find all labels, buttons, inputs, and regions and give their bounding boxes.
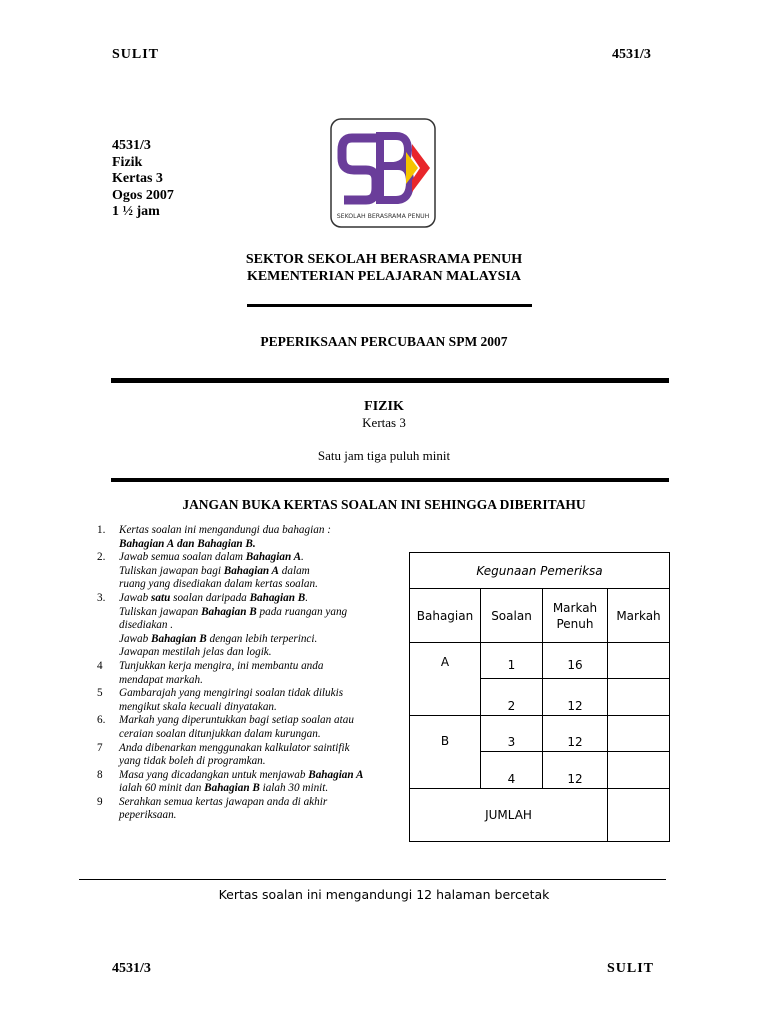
instruction-6	[97, 714, 397, 741]
total-label: JUMLAH	[410, 789, 608, 842]
full-marks-cell: 12	[543, 716, 608, 752]
divider-short	[247, 304, 532, 307]
warning-text: JANGAN BUKA KERTAS SOALAN INI SEHINGGA DIBERITAHU	[182, 497, 586, 512]
instruction-4	[97, 660, 397, 687]
header-marks: Markah	[608, 589, 670, 643]
paper-number: Kertas 3	[112, 171, 163, 186]
header-section: Bahagian	[410, 589, 481, 643]
instruction-number: 2.	[97, 551, 106, 564]
instruction-line: mengikut skala kecuali dinyatakan.	[119, 700, 277, 713]
footer-rule	[79, 879, 666, 880]
instruction-line: mendapat markah.	[119, 673, 203, 686]
instruction-2	[97, 551, 397, 592]
header-paper-code: 4531/3	[612, 47, 651, 62]
instruction-line: Serahkan semua kertas jawapan anda di akhir	[119, 795, 328, 808]
marks-input-cell[interactable]	[608, 679, 670, 716]
organisation	[0, 251, 768, 285]
instruction-line: Kertas soalan ini mengandungi dua bahagian :	[119, 524, 331, 536]
instruction-line: Jawapan mestilah jelas dan logik.	[119, 646, 272, 659]
instruction-line: ruang yang disediakan dalam kertas soalan.	[119, 578, 318, 591]
question-cell: 2	[481, 679, 543, 716]
marks-input-cell[interactable]	[608, 643, 670, 679]
marks-input-cell[interactable]	[608, 716, 670, 752]
instruction-line: Tunjukkan kerja mengira, ini membantu anda	[119, 659, 324, 672]
sbp-logo-icon	[330, 118, 436, 228]
instruction-9	[97, 796, 397, 823]
instruction-number: 4	[97, 659, 103, 672]
question-cell: 3	[481, 716, 543, 752]
subject-paper: Kertas 3	[362, 415, 406, 430]
instruction-line: Masa yang dicadangkan untuk menjawab Bahagian A	[119, 768, 364, 781]
footer-sulit: SULIT	[607, 961, 655, 976]
paper-meta	[112, 138, 174, 221]
instruction-number: 6.	[97, 714, 106, 727]
subject-duration: Satu jam tiga puluh minit	[317, 448, 451, 463]
instruction-7	[97, 742, 397, 769]
instruction-line: peperiksaan.	[119, 809, 177, 822]
instruction-line: Bahagian A dan Bahagian B.	[119, 537, 256, 550]
divider-thick-top	[111, 378, 669, 383]
exam-title: PEPERIKSAAN PERCUBAAN SPM 2007	[260, 334, 508, 349]
instruction-3	[97, 592, 397, 660]
logo-caption: SEKOLAH BERASRAMA PENUH	[336, 213, 430, 220]
instruction-line: Markah yang diperuntukkan bagi setiap soalan atau	[119, 714, 354, 727]
header-sulit: SULIT	[112, 47, 160, 62]
instruction-number: 1.	[97, 524, 106, 536]
org-line-2: KEMENTERIAN PELAJARAN MALAYSIA	[246, 269, 522, 284]
instruction-5	[97, 687, 397, 714]
header-full-marks	[543, 589, 608, 643]
instruction-number: 8	[97, 768, 103, 781]
instruction-number: 5	[97, 687, 103, 700]
section-a: A	[410, 643, 481, 716]
instruction-8	[97, 769, 397, 796]
instruction-number: 3.	[97, 591, 106, 604]
paper-date: Ogos 2007	[112, 187, 174, 203]
instruction-line: ceraian soalan ditunjukkan dalam kurungan.	[119, 727, 321, 740]
full-marks-cell: 16	[543, 643, 608, 679]
instruction-line: Jawab Bahagian B dengan lebih terperinci.	[119, 632, 318, 645]
instruction-1	[97, 524, 397, 551]
instruction-line: yang tidak boleh di programkan.	[119, 755, 266, 768]
question-cell: 4	[481, 752, 543, 789]
instruction-line: Jawab semua soalan dalam Bahagian A.	[119, 551, 304, 564]
instruction-line: Anda dibenarkan menggunakan kalkulator saintifik	[119, 741, 350, 754]
instruction-line: disediakan .	[119, 619, 174, 632]
footer-paper-code: 4531/3	[112, 961, 151, 976]
subject-name: FIZIK	[364, 399, 404, 414]
full-marks-cell: 12	[543, 679, 608, 716]
header-full-marks-label: Markah Penuh	[552, 600, 598, 631]
page-count-note: Kertas soalan ini mengandungi 12 halaman bercetak	[218, 887, 550, 902]
instruction-line: Tuliskan jawapan Bahagian B pada ruangan yang	[119, 605, 348, 618]
paper-duration: 1 ½ jam	[112, 204, 160, 219]
instruction-line: Tuliskan jawapan bagi Bahagian A dalam	[119, 564, 310, 577]
full-marks-cell: 12	[543, 752, 608, 789]
instruction-number: 9	[97, 795, 103, 808]
instructions-list	[97, 524, 397, 823]
org-line-1: SEKTOR SEKOLAH BERASRAMA PENUH	[245, 252, 523, 267]
paper-code: 4531/3	[112, 138, 151, 153]
instruction-number: 7	[97, 741, 103, 754]
examiner-marks-table	[409, 552, 670, 842]
question-cell: 1	[481, 643, 543, 679]
header-question: Soalan	[481, 589, 543, 643]
table-title: Kegunaan Pemeriksa	[410, 553, 670, 589]
instruction-line: Jawab satu soalan daripada Bahagian B.	[119, 591, 309, 604]
total-marks-cell[interactable]	[608, 789, 670, 842]
marks-input-cell[interactable]	[608, 752, 670, 789]
divider-thick-bottom	[111, 478, 669, 482]
instruction-line: ialah 60 minit dan Bahagian B ialah 30 minit.	[119, 782, 329, 795]
instruction-line: Gambarajah yang mengiringi soalan tidak dilukis	[119, 687, 344, 700]
paper-subject: Fizik	[112, 154, 143, 170]
section-b: B	[410, 716, 481, 789]
sbp-logo	[330, 118, 436, 228]
